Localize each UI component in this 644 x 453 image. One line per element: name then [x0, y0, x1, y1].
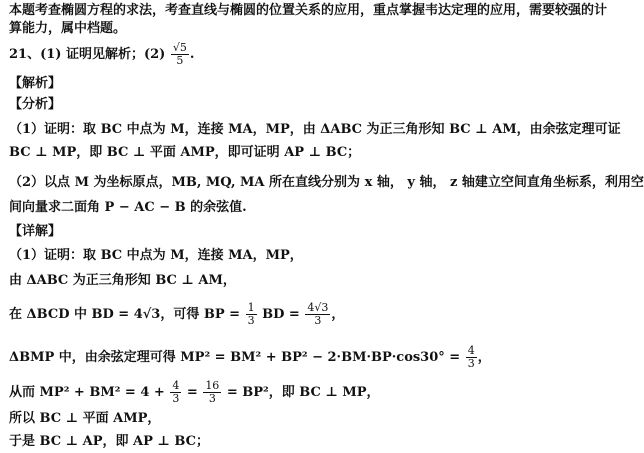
fraction-denominator: 3	[247, 314, 255, 327]
fraction-4-over-3	[466, 345, 477, 370]
detail-line-4-part-a: ΔBMP 中，由余弦定理可得 MP² = BM² + BP² − 2·BM·BP·cos30° =	[9, 350, 461, 365]
intro-line-2: 算能力，属中档题。	[9, 21, 127, 36]
detail-line-5-part-c: = BP²，即 BC ⊥ MP，	[226, 385, 380, 400]
answer-fraction-denominator: 5	[176, 54, 184, 67]
detail-line-4-part-b: ，	[477, 350, 491, 365]
answer-prefix: 21、(1) 证明见解析；(2)	[9, 47, 166, 62]
detail-line-5-part-a: 从而 MP² + BM² = 4 +	[9, 385, 165, 400]
fraction-denominator: 3	[208, 392, 216, 405]
fraction-denominator: 3	[467, 357, 475, 370]
fraction-4-over-3-b	[170, 380, 181, 405]
detail-line-4	[9, 345, 491, 370]
answer-fraction-numerator: √5	[172, 41, 187, 54]
analysis-line-1: （1）证明：取 BC 中点为 M，连接 MA，MP，由 ΔABC 为正三角形知 BC ⊥ AM，由余弦定理可证	[9, 122, 621, 137]
detail-line-6: 所以 BC ⊥ 平面 AMP，	[9, 411, 161, 426]
fraction-numerator: 1	[247, 301, 255, 314]
fraction-16-over-3	[203, 380, 221, 405]
intro-line-1: 本题考查椭圆方程的求法，考查直线与椭圆的位置关系的应用，重点掌握韦达定理的应用，需要较强的计	[9, 3, 608, 18]
detail-line-3-part-b: BD =	[262, 307, 300, 322]
fraction-one-third	[246, 302, 257, 327]
fraction-numerator: 4	[172, 379, 180, 392]
detail-line-1: （1）证明：取 BC 中点为 M，连接 MA，MP，	[9, 248, 303, 263]
fraction-numerator: 16	[205, 379, 220, 392]
answer-line	[9, 42, 194, 67]
heading-jiexi: 【解析】	[9, 76, 62, 91]
detail-line-3-part-c: ，	[331, 307, 345, 322]
detail-line-2: 由 ΔABC 为正三角形知 BC ⊥ AM，	[9, 273, 236, 288]
detail-line-5-part-b: =	[186, 385, 198, 400]
fraction-denominator: 3	[172, 392, 180, 405]
analysis-line-4: 间向量求二面角 P − AC − B 的余弦值.	[9, 200, 247, 215]
detail-line-3-part-a: 在 ΔBCD 中 BD = 4√3，可得 BP =	[9, 307, 241, 322]
analysis-line-3: （2）以点 M 为坐标原点，MB, MQ, MA 所在直线分别为 x 轴， y 轴， z 轴建立空间直角坐标系，利用空	[9, 175, 644, 190]
detail-line-5	[9, 380, 380, 405]
detail-line-3	[9, 302, 344, 327]
analysis-line-2: BC ⊥ MP，即 BC ⊥ 平面 AMP，即可证明 AP ⊥ BC；	[9, 145, 361, 160]
answer-fraction	[171, 42, 189, 67]
fraction-numerator: 4√3	[307, 301, 329, 314]
heading-fenxi: 【分析】	[9, 97, 62, 112]
fraction-4root3-over-3	[305, 302, 330, 327]
answer-suffix: .	[189, 47, 195, 62]
heading-xiangjie: 【详解】	[9, 224, 62, 239]
fraction-denominator: 3	[314, 314, 322, 327]
detail-line-7: 于是 BC ⊥ AP，即 AP ⊥ BC；	[9, 434, 209, 449]
fraction-numerator: 4	[467, 344, 475, 357]
